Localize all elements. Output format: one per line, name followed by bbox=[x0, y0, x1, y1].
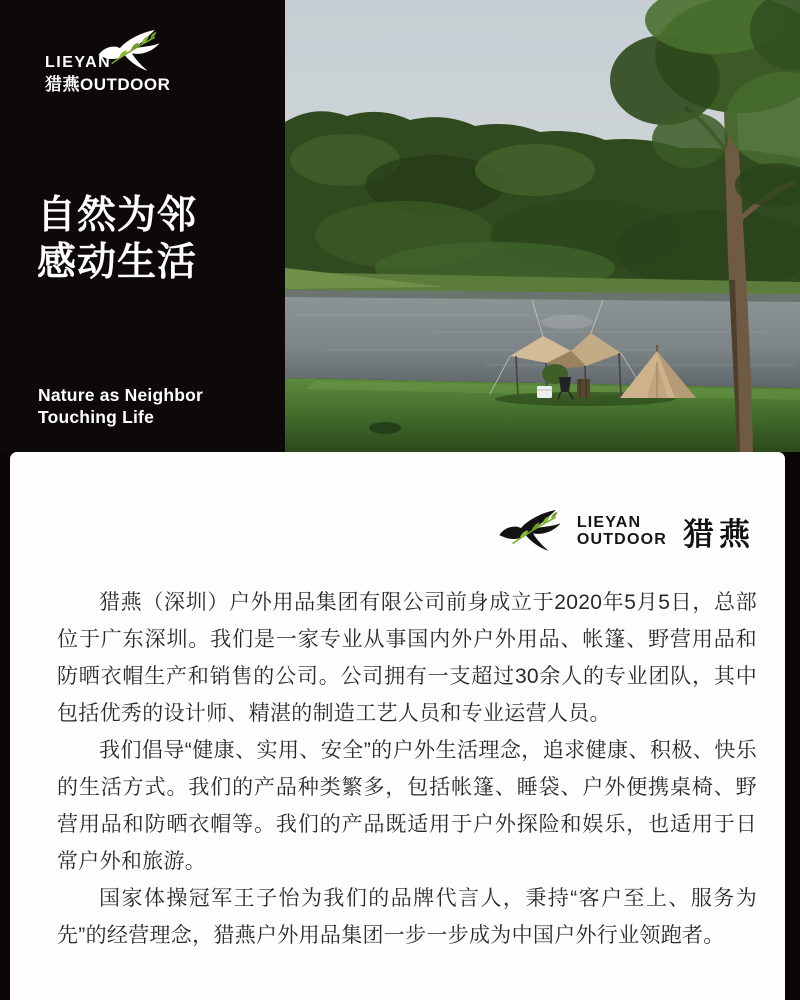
company-intro-card bbox=[10, 452, 785, 1000]
brand-name-chinese: 猎燕 bbox=[683, 516, 755, 552]
company-description bbox=[10, 554, 785, 954]
brand-logo-bottom bbox=[10, 452, 785, 554]
company-paragraph-philosophy: 我们倡导“健康、实用、安全”的户外生活理念，追求健康、积极、快乐的生活方式。我们的产品种类繁多，包括帐篷、睡袋、户外便携桌椅、野营用品和防晒衣帽等。我们的产品既适用于户外探险和娱乐，也适用于日常户外和旅游。 bbox=[57, 739, 757, 873]
slogan-en-line2: Touching Life bbox=[38, 407, 155, 427]
slogan-en-line1: Nature as Neighbor bbox=[38, 385, 204, 405]
brand-name-latin-stack bbox=[577, 514, 667, 548]
brand-panel bbox=[0, 0, 285, 452]
slogan-cn-line2: 感动生活 bbox=[37, 241, 198, 284]
swallow-bird-icon bbox=[497, 510, 569, 552]
brand-logo-top bbox=[45, 30, 205, 94]
hero-photo-lakeside-camping bbox=[285, 0, 800, 452]
slogan-chinese bbox=[37, 192, 197, 286]
hero-banner bbox=[0, 0, 800, 452]
lakeside-camp-scene bbox=[285, 0, 800, 452]
cooler-box bbox=[537, 386, 552, 398]
slogan-english bbox=[38, 384, 203, 428]
slogan-cn-line1: 自然为邻 bbox=[37, 194, 198, 237]
camp-stove bbox=[577, 379, 590, 398]
brand-name-cn-outdoor: 猎燕OUTDOOR bbox=[45, 75, 171, 94]
brand-name-line2: OUTDOOR bbox=[576, 531, 667, 548]
brand-name-line1: LIEYAN bbox=[576, 514, 642, 531]
company-paragraph-history: 猎燕（深圳）户外用品集团有限公司前身成立于2020年5月5日，总部位于广东深圳。我们是一家专业从事国内外户外用品、帐篷、野营用品和防晒衣帽生产和销售的公司。公司拥有一支超过30余人的专业团队，其中包括优秀的设计师、精湛的制造工艺人员和专业运营人员。 bbox=[57, 591, 757, 725]
camp-chair bbox=[559, 377, 571, 392]
company-paragraph-ambassador: 国家体操冠军王子怡为我们的品牌代言人，秉持“客户至上、服务为先”的经营理念，猎燕户外用品集团一步一步成为中国户外行业领跑者。 bbox=[57, 887, 757, 947]
brand-name-latin: LIEYAN bbox=[45, 54, 112, 71]
